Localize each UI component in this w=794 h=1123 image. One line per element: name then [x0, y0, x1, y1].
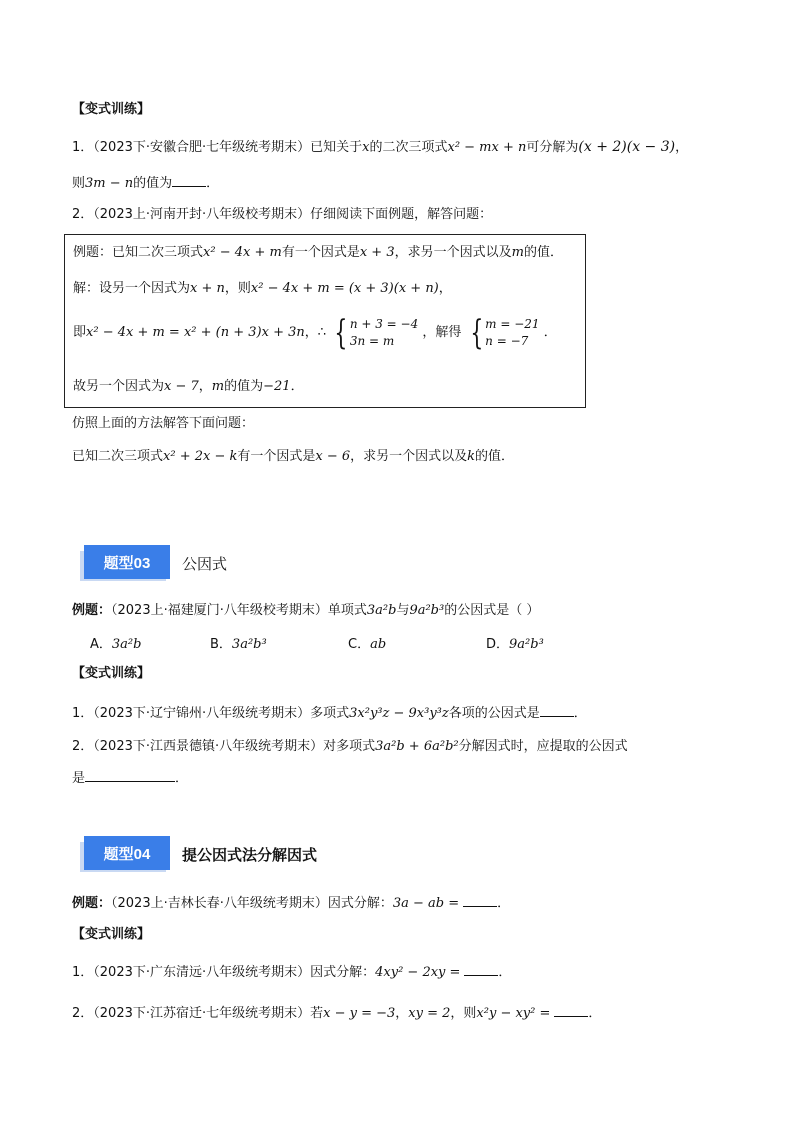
example-l2-c: ，	[438, 281, 452, 296]
option-d[interactable]	[486, 633, 544, 652]
s04-q2-end: ．	[588, 1006, 602, 1021]
equation-system-1: { n + 3 = −4 3n = m	[334, 312, 419, 353]
variant-training-heading-3	[72, 925, 150, 945]
s04-ex-end: ．	[497, 896, 511, 911]
s03-ex-expr2: 9a²b³	[409, 603, 445, 618]
example-l2-a: 解：设另一个因式为	[73, 281, 191, 296]
option-b-label: B．	[210, 637, 232, 652]
followup-expr: x² + 2x − k	[163, 449, 238, 464]
option-c[interactable]	[348, 633, 386, 652]
example-l3-a: 即	[73, 325, 87, 340]
q1-factor: (x + 2)(x − 3)	[578, 139, 676, 155]
variant-label: 【变式训练】	[72, 102, 151, 117]
example-l2-expr: x + n	[190, 281, 225, 296]
example-l1-c: ，求另一个因式以及	[394, 245, 512, 260]
s04-ex-expr: 3a − ab =	[392, 896, 460, 911]
s04-q2-expr1: x − y = −3	[323, 1006, 396, 1021]
s03-q2-b: 分解因式时，应提取的公因式	[458, 739, 628, 754]
example-l4-a: 故另一个因式为	[73, 379, 165, 394]
followup-a: 已知二次三项式	[72, 449, 164, 464]
question-2-intro	[72, 205, 492, 225]
followup-k: k	[467, 449, 476, 464]
section-03-badge-text: 题型03	[103, 554, 151, 572]
variant-label: 【变式训练】	[72, 666, 151, 681]
option-a[interactable]	[90, 633, 141, 652]
variant-label: 【变式训练】	[72, 927, 151, 942]
q1-line2-expr: 3m − n	[85, 176, 134, 191]
s03-ex-b: 与	[396, 603, 410, 618]
option-b[interactable]	[210, 633, 267, 652]
answer-blank[interactable]	[172, 172, 206, 187]
sys1-row2: 3n = m	[349, 333, 395, 348]
example-line-1	[73, 243, 563, 263]
variant-training-heading-2	[72, 664, 150, 684]
s03-ex-c: 的公因式是（ ）	[444, 603, 540, 618]
answer-blank[interactable]	[463, 892, 497, 907]
section-03-badge	[84, 545, 170, 579]
option-c-label: C．	[348, 637, 371, 652]
example-l1-d: 的值．	[523, 245, 563, 260]
example-l4-expr: x − 7	[164, 379, 199, 394]
sys2-row1: m = −21	[485, 316, 540, 331]
s04-q2-expr2: xy = 2	[408, 1006, 451, 1021]
answer-blank[interactable]	[554, 1002, 588, 1017]
question-1-line-1	[72, 137, 688, 158]
s03-q2-a: 2．（2023下·江西景德镇·八年级统考期末）对多项式	[72, 739, 376, 754]
example-label: 例题：	[72, 603, 112, 618]
example-l4-c: 的值为	[224, 379, 264, 394]
q2-intro-text: 2．（2023上·河南开封·八年级校考期末）仔细阅读下面例题，解答问题：	[72, 207, 493, 222]
q1-mid2: 可分解为	[526, 140, 579, 155]
s03-q1-c: ．	[573, 706, 587, 721]
answer-blank[interactable]	[85, 767, 175, 782]
section-04-badge-text: 题型04	[103, 845, 151, 863]
choice-options	[90, 633, 650, 653]
sys1-row1: n + 3 = −4	[349, 316, 419, 331]
answer-blank[interactable]	[540, 702, 574, 717]
q1-var: x	[362, 140, 370, 155]
example-l4-d: ．	[290, 379, 304, 394]
answer-blank[interactable]	[464, 961, 498, 976]
example-l2-expr2: x² − 4x + m = (x + 3)(x + n)	[250, 281, 439, 296]
example-line-4	[73, 377, 304, 397]
section-04-question-2	[72, 1002, 601, 1024]
s04-q1-expr: 4xy² − 2xy =	[375, 965, 461, 980]
q1-prefix: 1．（2023下·安徽合肥·七年级统考期末）已知关于	[72, 140, 363, 155]
example-box	[64, 234, 586, 408]
s04-q2-a: 2．（2023下·江苏宿迁·七年级统考期末）若	[72, 1006, 324, 1021]
s04-q1-a: 1．（2023下·广东清远·八年级统考期末）因式分解：	[72, 965, 376, 980]
s04-ex-a: （2023上·吉林长春·八年级统考期末）因式分解：	[111, 896, 393, 911]
q1-line2-end: ．	[206, 176, 220, 191]
q1-line2-mid: 的值为	[133, 176, 173, 191]
example-line-2	[73, 279, 452, 299]
section-03-title	[182, 553, 227, 574]
example-l4-val: −21	[263, 379, 291, 394]
option-c-value: ab	[370, 637, 387, 652]
imitate-text: 仿照上面的方法解答下面问题：	[72, 416, 255, 431]
s04-q2-c: ，则	[450, 1006, 477, 1021]
section-04-question-1	[72, 961, 511, 983]
example-l3-d: ．	[543, 325, 557, 340]
example-line-3	[73, 312, 557, 353]
followup-b: 有一个因式是	[237, 449, 316, 464]
example-l1-m: m	[511, 245, 524, 260]
example-label: 例题：	[72, 896, 112, 911]
section-03-question-2-line-2	[72, 767, 188, 789]
s03-ex-a: （2023上·福建厦门·八年级校考期末）单项式	[111, 603, 367, 618]
s04-q1-end: ．	[498, 965, 512, 980]
option-d-label: D．	[486, 637, 510, 652]
q1-line2-prefix: 则	[72, 176, 86, 191]
section-04-title	[182, 844, 317, 865]
s03-q2-expr: 3a²b + 6a²b²	[375, 739, 459, 754]
section-03-example	[72, 601, 539, 621]
example-l2-b: ，则	[224, 281, 251, 296]
s03-q1-a: 1．（2023下·辽宁锦州·八年级统考期末）多项式	[72, 706, 350, 721]
example-l1-b: 有一个因式是	[281, 245, 360, 260]
example-l3-expr: x² − 4x + m = x² + (n + 3)x + 3n	[86, 325, 305, 340]
followup-expr2: x − 6	[315, 449, 351, 464]
example-l3-b: ，∴	[304, 325, 327, 340]
option-b-value: 3a²b³	[231, 637, 267, 652]
example-l1-expr: x² − 4x + m	[203, 245, 282, 260]
s03-q2-end: ．	[175, 771, 189, 786]
q1-end: ，	[675, 140, 689, 155]
s03-q1-b: 各项的公因式是	[448, 706, 540, 721]
option-a-label: A．	[90, 637, 112, 652]
followup-question	[72, 447, 514, 467]
option-a-value: 3a²b	[111, 637, 142, 652]
imitate-instruction	[72, 414, 254, 434]
s04-q2-expr3: x²y − xy² =	[476, 1006, 551, 1021]
equation-system-2: { m = −21 n = −7	[469, 312, 540, 353]
section-03-question-1	[72, 702, 587, 724]
option-d-value: 9a²b³	[509, 637, 544, 652]
sys2-row2: n = −7	[485, 333, 529, 348]
s03-ex-expr1: 3a²b	[366, 603, 397, 618]
q1-mid: 的二次三项式	[369, 140, 448, 155]
section-03-title-text: 公因式	[182, 555, 228, 573]
s03-q1-expr: 3x²y³z − 9x³y³z	[349, 706, 449, 721]
s04-q2-b: ，	[395, 1006, 409, 1021]
followup-c: ，求另一个因式以及	[350, 449, 468, 464]
followup-d: 的值．	[475, 449, 515, 464]
s03-q2-line2: 是	[72, 771, 86, 786]
section-04-badge	[84, 836, 170, 870]
question-1-line-2	[72, 172, 219, 194]
section-03-question-2	[72, 737, 628, 757]
q1-expr: x² − mx + n	[447, 140, 527, 155]
example-l4-b: ，	[198, 379, 212, 394]
example-l3-c: ，解得	[422, 325, 462, 340]
example-l4-m: m	[211, 379, 225, 394]
example-l1-expr2: x + 3	[359, 245, 395, 260]
section-04-title-text: 提公因式法分解因式	[182, 846, 318, 864]
section-04-example	[72, 892, 510, 914]
variant-training-heading-1	[72, 100, 150, 120]
example-l1-a: 例题：已知二次三项式	[73, 245, 204, 260]
